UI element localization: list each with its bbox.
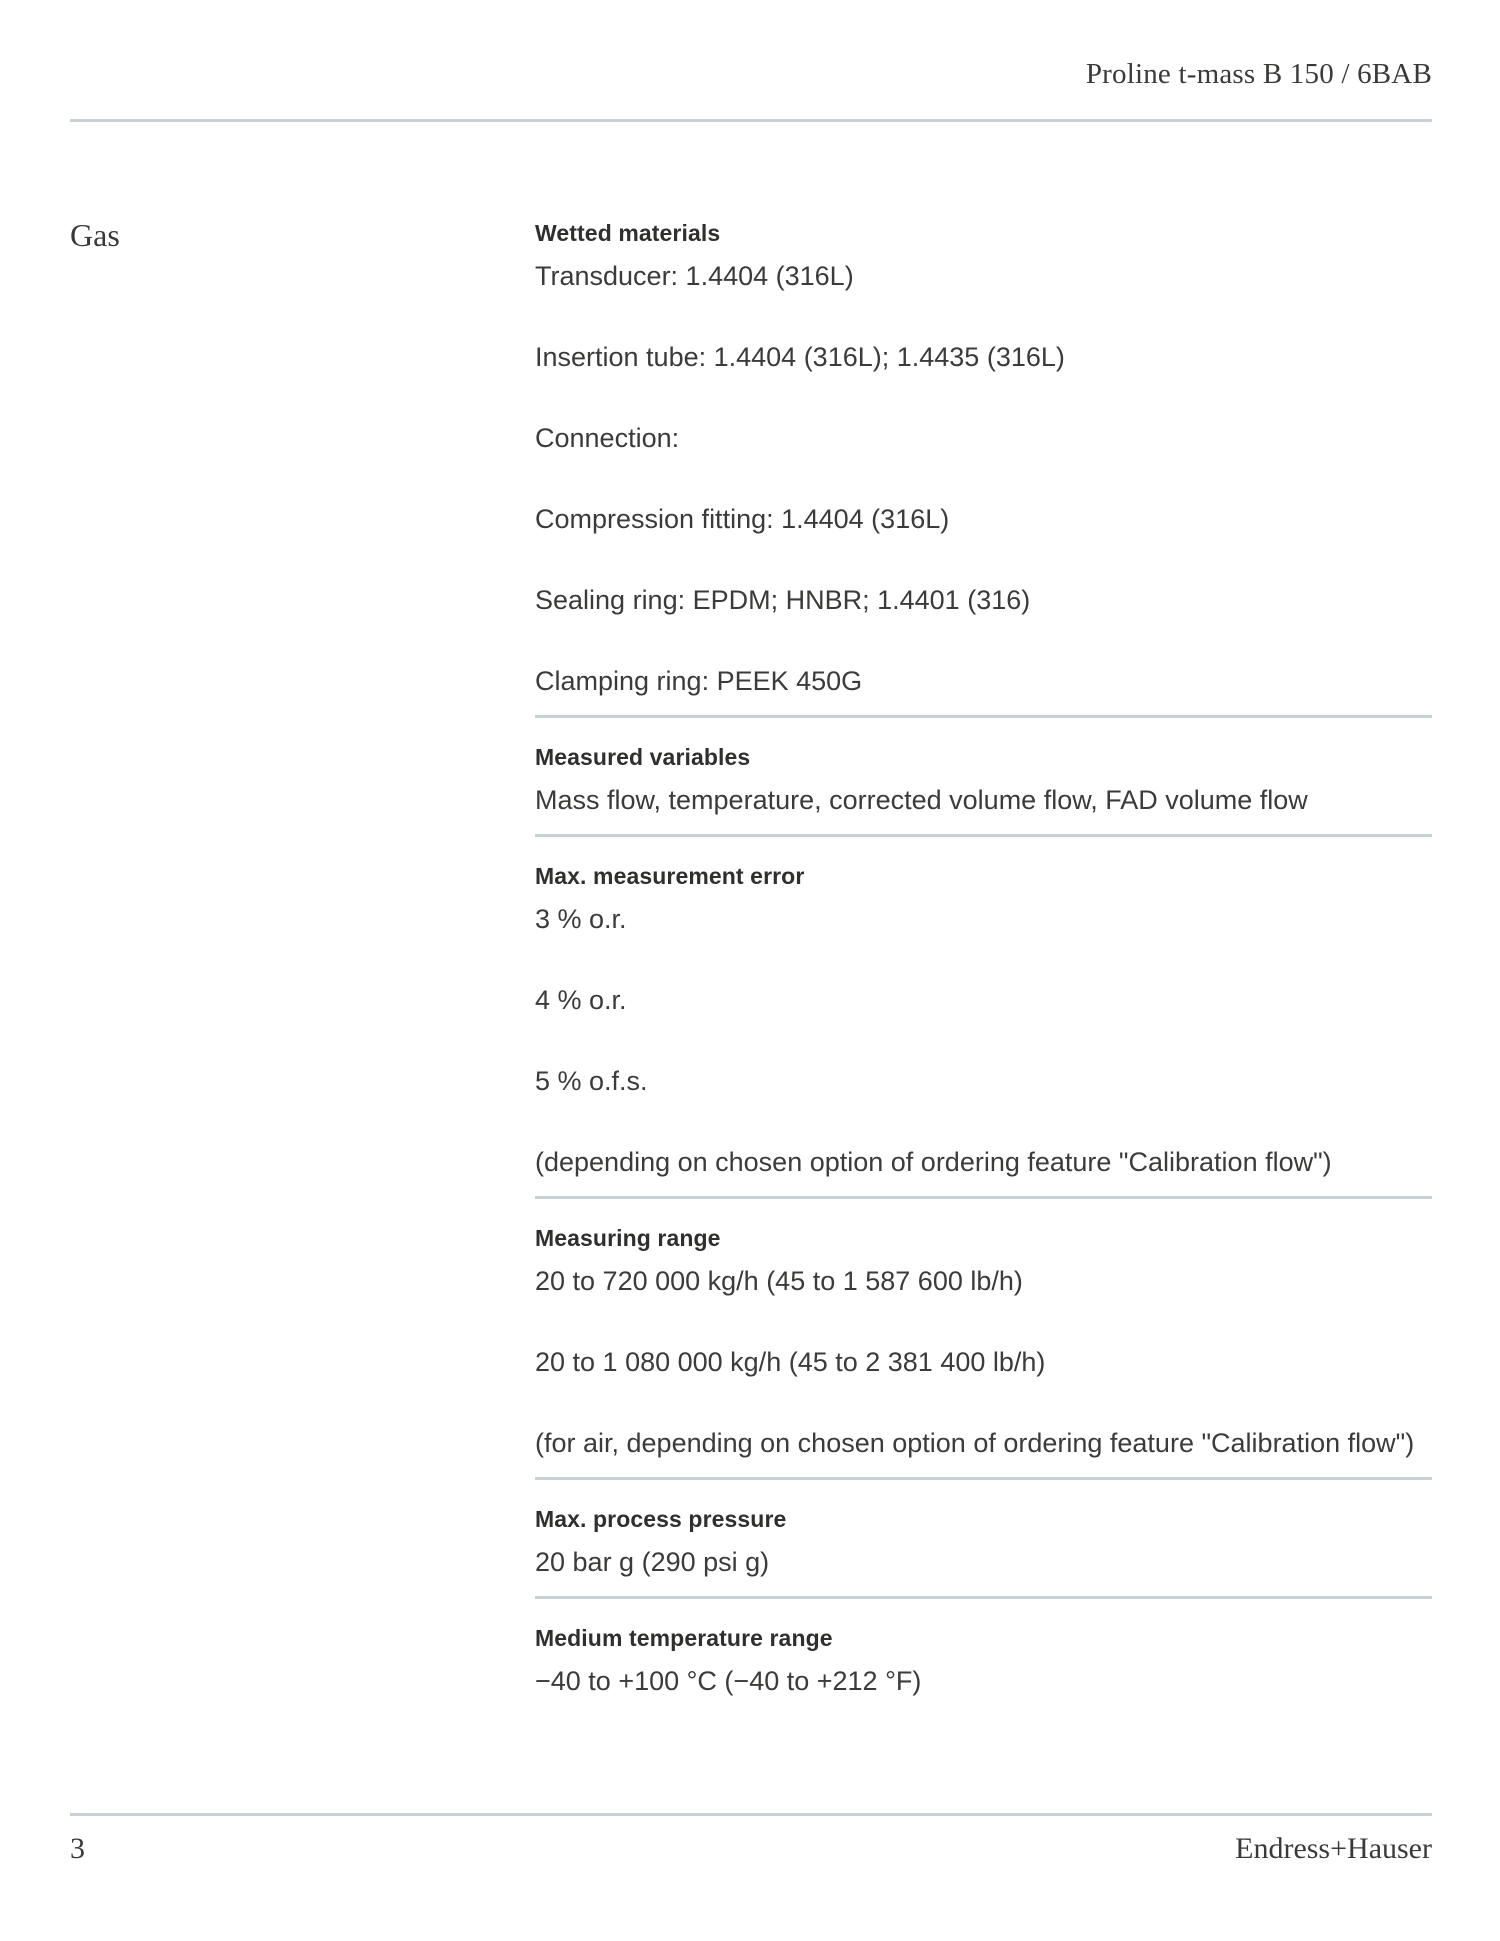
section-heading: Medium temperature range	[535, 1625, 833, 1651]
side-column	[70, 216, 535, 1715]
section-body	[535, 252, 1432, 705]
paragraph: 20 bar g (290 psi g)	[535, 1547, 770, 1577]
paragraph: Connection:	[535, 423, 680, 453]
spec-section	[535, 837, 1432, 1199]
spec-section	[535, 216, 1432, 718]
page-header	[0, 0, 1500, 122]
paragraph: 20 to 720 000 kg/h (45 to 1 587 600 lb/h)	[535, 1266, 1023, 1296]
spec-section	[535, 718, 1432, 837]
paragraph: 4 % o.r.	[535, 985, 627, 1015]
spec-section	[535, 1480, 1432, 1599]
paragraph: −40 to +100 °C (−40 to +212 °F)	[535, 1666, 922, 1696]
paragraph: Compression fitting: 1.4404 (316L)	[535, 504, 950, 534]
section-heading: Max. measurement error	[535, 863, 805, 889]
paragraph: Sealing ring: EPDM; HNBR; 1.4401 (316)	[535, 585, 1031, 615]
paragraph: 3 % o.r.	[535, 904, 627, 934]
section-heading: Measured variables	[535, 744, 751, 770]
section-heading: Wetted materials	[535, 220, 721, 246]
spec-section	[535, 1199, 1432, 1480]
spec-sections	[535, 216, 1432, 1715]
paragraph: Insertion tube: 1.4404 (316L); 1.4435 (316L)	[535, 342, 1065, 372]
paragraph: Transducer: 1.4404 (316L)	[535, 261, 854, 291]
section-body	[535, 776, 1432, 824]
section-body	[535, 895, 1432, 1186]
paragraph: 20 to 1 080 000 kg/h (45 to 2 381 400 lb/h)	[535, 1347, 1046, 1377]
paragraph: Clamping ring: PEEK 450G	[535, 666, 863, 696]
section-body	[535, 1538, 1432, 1586]
section-heading: Max. process pressure	[535, 1506, 787, 1532]
paragraph: Mass flow, temperature, corrected volume flow, FAD volume flow	[535, 785, 1308, 815]
spec-section	[535, 1599, 1432, 1715]
sidebar-label: Gas	[70, 217, 120, 253]
section-heading: Measuring range	[535, 1225, 721, 1251]
section-body	[535, 1657, 1432, 1705]
header-title: Proline t-mass B 150 / 6BAB	[1085, 58, 1432, 90]
paragraph: (depending on chosen option of ordering feature "Calibration flow")	[535, 1147, 1332, 1177]
page-content	[0, 122, 1500, 1715]
section-body	[535, 1257, 1432, 1467]
page-footer	[70, 1813, 1432, 1866]
paragraph: 5 % o.f.s.	[535, 1066, 648, 1096]
paragraph: (for air, depending on chosen option of ordering feature "Calibration flow")	[535, 1428, 1415, 1458]
page-number: 3	[70, 1832, 85, 1865]
company-name: Endress+Hauser	[1235, 1832, 1432, 1865]
